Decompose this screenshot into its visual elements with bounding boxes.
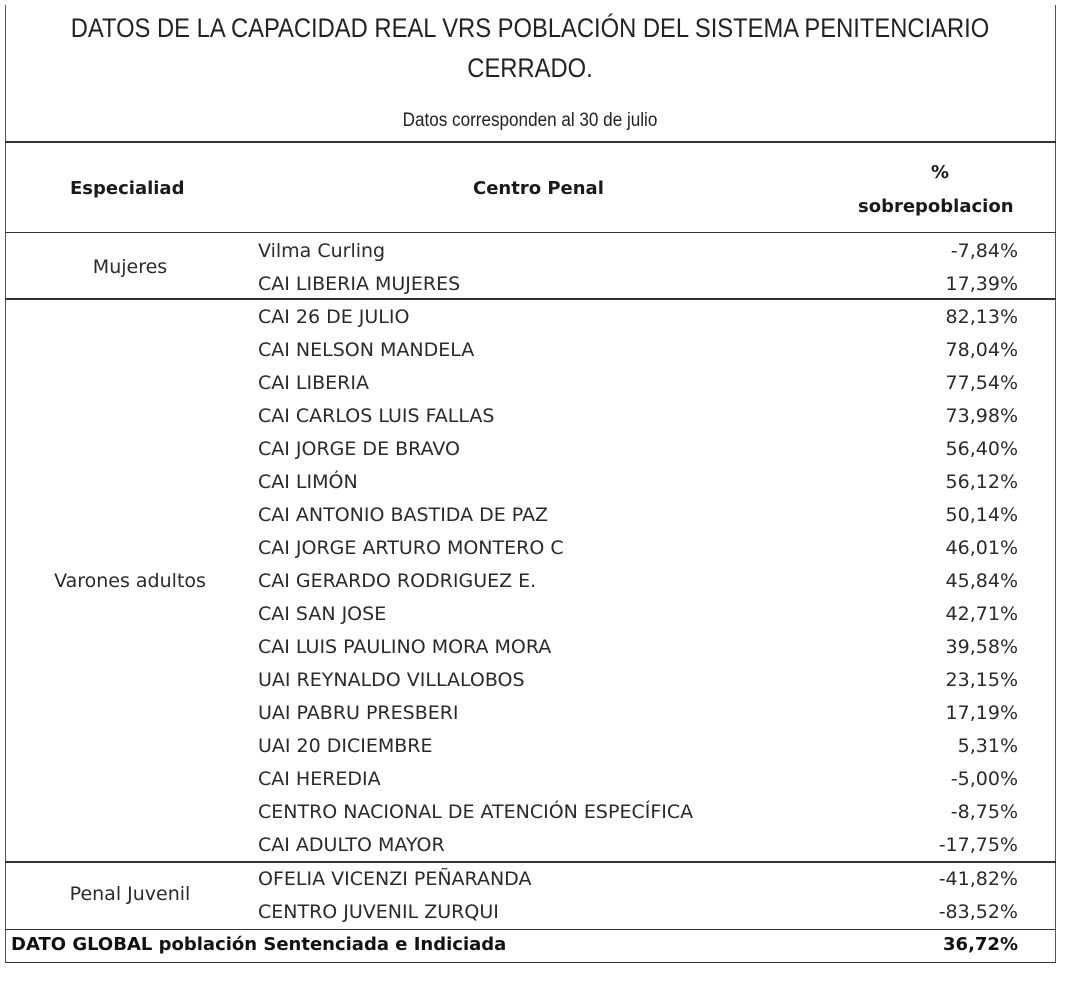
centro-name: CAI NELSON MANDELA [258, 339, 475, 361]
centro-name: CAI ADULTO MAYOR [258, 834, 445, 856]
centro-name: CAI SAN JOSE [258, 603, 387, 625]
divider-mujeres [5, 298, 1056, 300]
divider-juvenil [5, 929, 1056, 930]
centro-name: UAI REYNALDO VILLALOBOS [258, 669, 525, 691]
pct-value: 78,04% [945, 339, 1018, 361]
divider-header-top [5, 141, 1056, 143]
pct-value: -7,84% [950, 240, 1018, 262]
centro-name: UAI PABRU PRESBERI [258, 702, 459, 724]
centro-name: CAI LIMÓN [258, 471, 358, 493]
pct-value: 39,58% [945, 636, 1018, 658]
centro-name: Vilma Curling [258, 240, 386, 262]
centro-name: CAI LIBERIA [258, 372, 369, 394]
header-especialidad: Especialiad [70, 178, 185, 199]
pct-value: 77,54% [945, 372, 1018, 394]
centro-name: CAI LIBERIA MUJERES [258, 273, 461, 295]
centro-name: CAI HEREDIA [258, 768, 381, 790]
centro-name: CAI LUIS PAULINO MORA MORA [258, 636, 552, 658]
title-line-2: CERRADO. [467, 53, 593, 83]
pct-value: 82,13% [945, 306, 1018, 328]
centro-name: OFELIA VICENZI PEÑARANDA [258, 868, 532, 890]
pct-value: 17,19% [945, 702, 1018, 724]
pct-value: 73,98% [945, 405, 1018, 427]
group-label-juvenil: Penal Juvenil [69, 883, 191, 905]
pct-value: 5,31% [957, 735, 1018, 757]
pct-value: -41,82% [938, 868, 1018, 890]
pct-value: 23,15% [945, 669, 1018, 691]
centro-name: CAI CARLOS LUIS FALLAS [258, 405, 495, 427]
centro-name: CENTRO JUVENIL ZURQUI [258, 901, 499, 923]
pct-value: -17,75% [938, 834, 1018, 856]
page-title [69, 8, 991, 88]
divider-varones [5, 861, 1056, 863]
global-value: 36,72% [943, 934, 1018, 955]
header-pct-symbol: % [931, 162, 950, 183]
header-pct-label: sobrepoblacion [858, 196, 1014, 217]
divider-bottom [5, 962, 1056, 963]
centro-name: CENTRO NACIONAL DE ATENCIÓN ESPECÍFICA [258, 801, 694, 823]
header-centro: Centro Penal [473, 178, 604, 199]
pct-value: 42,71% [945, 603, 1018, 625]
pct-value: 50,14% [945, 504, 1018, 526]
divider-header-bottom [5, 232, 1056, 233]
pct-value: 45,84% [945, 570, 1018, 592]
centro-name: CAI GERARDO RODRIGUEZ E. [258, 570, 537, 592]
pct-value: -83,52% [938, 901, 1018, 923]
title-line-1: DATOS DE LA CAPACIDAD REAL VRS POBLACIÓN DEL SISTEMA PENITENCIARIO [70, 13, 990, 43]
pct-value: 56,12% [945, 471, 1018, 493]
group-label-varones: Varones adultos [54, 570, 206, 592]
centro-name: CAI ANTONIO BASTIDA DE PAZ [258, 504, 549, 526]
centro-name: UAI 20 DICIEMBRE [258, 735, 433, 757]
pct-value: 56,40% [945, 438, 1018, 460]
group-label-mujeres: Mujeres [92, 256, 168, 278]
pct-value: 17,39% [945, 273, 1018, 295]
pct-value: 46,01% [945, 537, 1018, 559]
centro-name: CAI 26 DE JULIO [258, 306, 410, 328]
global-label: DATO GLOBAL población Sentenciada e Indiciada [11, 934, 507, 955]
pct-value: -8,75% [950, 801, 1018, 823]
centro-name: CAI JORGE DE BRAVO [258, 438, 460, 460]
subtitle: Datos corresponden al 30 de julio [402, 110, 658, 131]
centro-name: CAI JORGE ARTURO MONTERO C [258, 537, 564, 559]
pct-value: -5,00% [950, 768, 1018, 790]
